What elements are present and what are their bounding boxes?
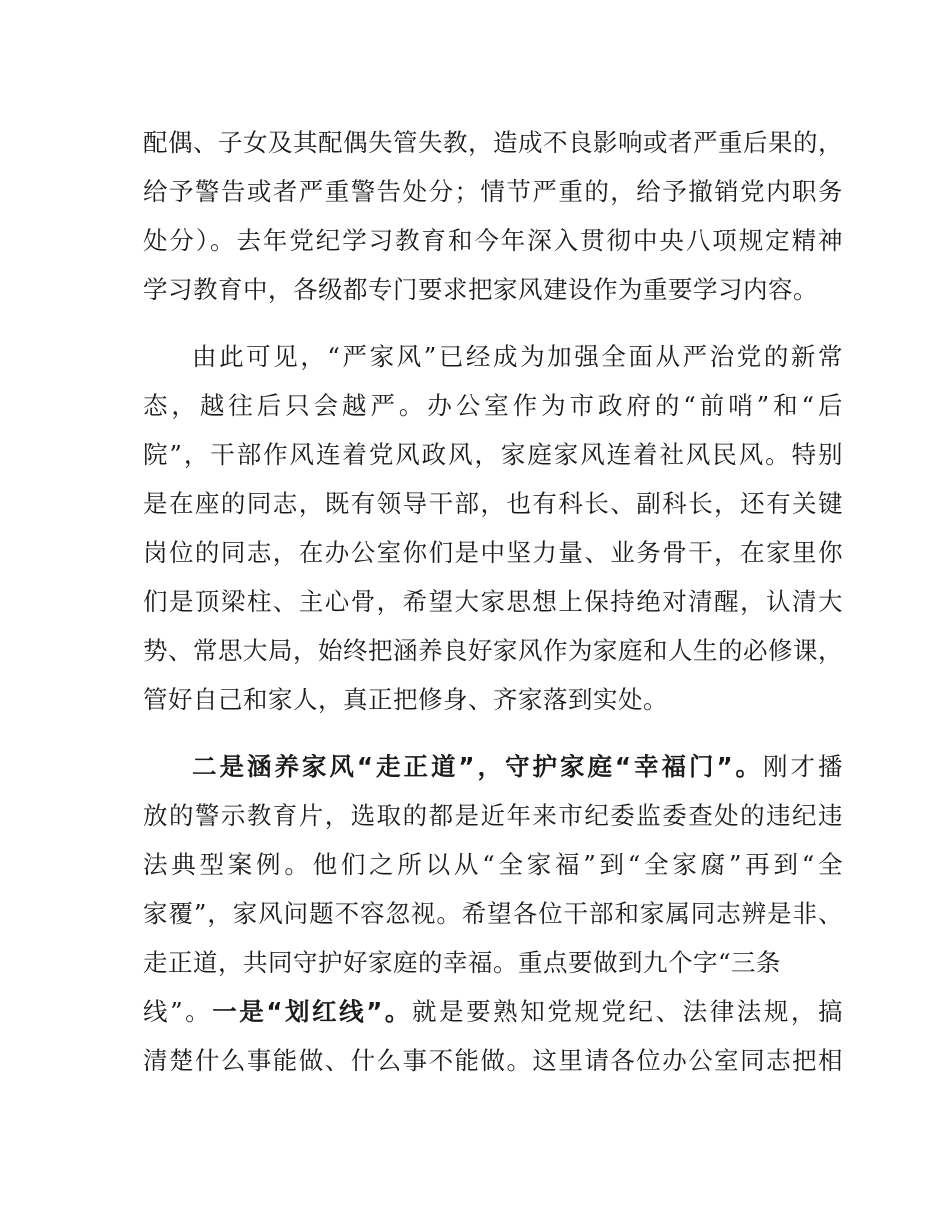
paragraph-3-line-7: 清楚什么事能做、什么事不能做。这里请各位办公室同志把相 (143, 1046, 843, 1075)
paragraph-2-line-3: 院”，干部作风连着党风政风，家庭家风连着社风民风。特别 (143, 440, 843, 469)
paragraph-2-line-4: 是在座的同志，既有领导干部，也有科长、副科长，还有关键 (143, 489, 843, 518)
paragraph-1-line-2: 给予警告或者严重警告处分；情节严重的，给予撤销党内职务 (143, 177, 843, 206)
paragraph-3-line-1 (192, 747, 843, 787)
paragraph-2-line-8: 管好自己和家人，真正把修身、齐家落到实处。 (143, 685, 668, 714)
paragraph-3-line-6 (143, 992, 843, 1032)
paragraph-1-line-3: 处分）。去年党纪学习教育和今年深入贯彻中央八项规定精神 (143, 226, 843, 255)
paragraph-3-line-6-text: 就是要熟知党规党纪、法律法规，搞 (411, 997, 843, 1026)
paragraph-2-line-5: 岗位的同志，在办公室你们是中坚力量、业务骨干，在家里你 (143, 538, 843, 567)
paragraph-3-line-2: 放的警示教育片，选取的都是近年来市纪委监委查处的违纪违 (143, 801, 843, 830)
paragraph-2-line-7: 势、常思大局，始终把涵养良好家风作为家庭和人生的必修课， (143, 636, 843, 665)
paragraph-3-line-1-text: 刚才播 (763, 752, 844, 781)
section-heading: 二是涵养家风“走正道”，守护家庭“幸福门”。 (192, 752, 764, 781)
paragraph-3-line-5: 走正道，共同守护好家庭的幸福。重点要做到九个字“三条 (143, 948, 782, 977)
paragraph-2-line-6: 们是顶梁柱、主心骨，希望大家思想上保持绝对清醒，认清大 (143, 587, 843, 616)
paragraph-1-line-4: 学习教育中，各级都专门要求把家风建设作为重要学习内容。 (143, 275, 818, 304)
paragraph-3-line-6-start: 线”。 (143, 997, 213, 1026)
paragraph-3-line-4: 家覆”，家风问题不容忽视。希望各位干部和家属同志辨是非、 (143, 899, 843, 928)
subpoint-heading: 一是“划红线”。 (212, 997, 412, 1026)
paragraph-1-line-1: 配偶、子女及其配偶失管失教，造成不良影响或者严重后果的， (143, 128, 843, 157)
paragraph-2-line-2: 态，越往后只会越严。办公室作为市政府的“前哨”和“后 (143, 391, 843, 420)
paragraph-2-line-1: 由此可见，“严家风”已经成为加强全面从严治党的新常 (192, 342, 843, 371)
paragraph-3-line-3: 法典型案例。他们之所以从“全家福”到“全家腐”再到“全 (143, 850, 843, 879)
